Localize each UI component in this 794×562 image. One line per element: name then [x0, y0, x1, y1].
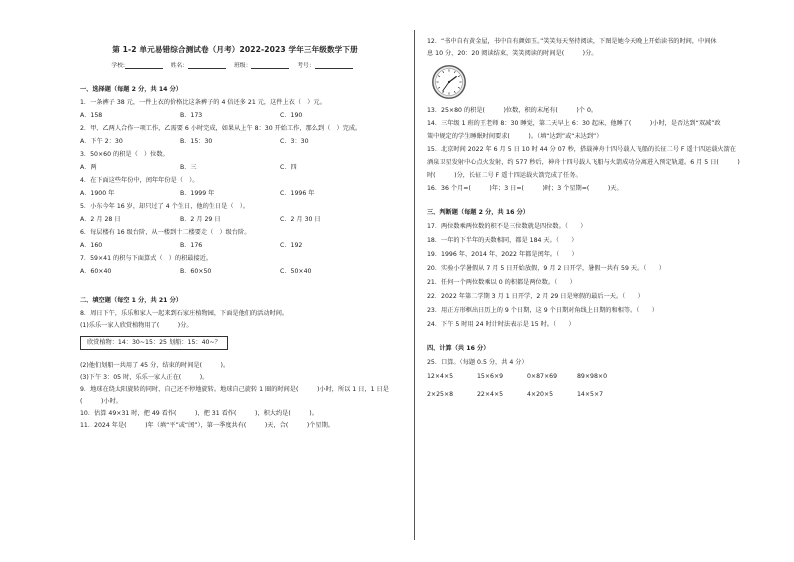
question-1-options [80, 112, 390, 120]
question-15-continued: 酒泉卫星发射中心点火发射，约 577 秒后，神舟十四号载人飞船与火箭成功分离进入预定轨道。6 月 5 日( ) [427, 159, 740, 166]
question-1: 1．一条裤子 38 元，一件上衣的价格比这条裤子的 4 倍还多 21 元，这件上衣（ ）元。 [80, 99, 326, 106]
left-column [80, 86, 390, 430]
option-a[interactable]: A．下午 2：30 [80, 138, 123, 145]
question-6: 6．每层楼有 16 级台阶，从一楼到十二楼要走（ ）级台阶。 [80, 229, 251, 236]
question-12-continued: 息 10 分，20：20 阅读结束，笑笑阅读的时间是( )分。 [427, 50, 598, 57]
right-column [427, 38, 762, 399]
exam-number-label: 考号： [297, 63, 315, 69]
option-b[interactable]: B．2 月 29 日 [180, 216, 221, 223]
option-a[interactable]: A．160 [80, 242, 103, 249]
question-13: 13．25×80 的积是( )位数，积的末尾有( )个 0。 [427, 107, 598, 114]
school-label: 学校: [111, 63, 125, 69]
activity-time-box: 欣赏植物：14：30~15：25 划船：15：40~？ [80, 336, 228, 350]
option-a[interactable]: A．158 [80, 112, 103, 119]
section-fill-heading: 二、填空题（每空 1 分，共 21 分） [80, 297, 182, 304]
calc-item: 2×25×8 [427, 391, 454, 398]
option-b[interactable]: B．1999 年 [180, 190, 215, 197]
option-b[interactable]: B．173 [180, 112, 203, 119]
question-23: 23．用正方形框出日历上的 9 个日期，这 9 个日期对角线上日期的和相等。（ ） [427, 307, 658, 314]
student-info-fields [80, 60, 390, 69]
question-18: 18．一年的下半年的天数相同，都是 184 天。（ ） [427, 237, 578, 244]
class-blank[interactable] [251, 62, 289, 69]
question-15: 15．北京时间 2022 年 6 月 5 日 10 时 44 分 07 秒，搭载神舟十四号载人飞船的长征二号 F 遥十四运载火箭在 [427, 146, 736, 153]
exam-number-blank[interactable] [315, 62, 353, 69]
calc-item: 89×98×0 [577, 373, 608, 380]
clock-icon [431, 64, 467, 100]
calc-row-2 [427, 391, 762, 399]
page-title: 第 1-2 单元易错综合测试卷（月考）2022-2023 学年三年级数学下册 [112, 45, 358, 54]
question-22: 22．2022 年第二学期 3 月 1 日开学，2 月 29 日是寒假的最后一天。（ ） [427, 293, 644, 300]
option-c[interactable]: C．1996 年 [280, 190, 315, 197]
question-8-part-2: (2)他们划船一共用了 45 分，结束的时间是( )。 [80, 362, 230, 369]
option-a[interactable]: A．1900 年 [80, 190, 115, 197]
column-divider [414, 30, 415, 540]
option-a[interactable]: A．2 月 28 日 [80, 216, 121, 223]
question-19: 19．1996 年、2014 年、2022 年都是闰年。（ ） [427, 251, 578, 258]
calc-item: 22×4×5 [477, 391, 504, 398]
question-5: 5．小东今年 16 岁，却只过了 4 个生日，他的生日是（ ）。 [80, 203, 250, 210]
calc-item: 14×5×7 [577, 391, 604, 398]
question-11: 11．2024 年是( )年（填“平”或“闰”），第一季度共有( )天，合( )个星期。 [80, 422, 334, 429]
calc-item: 0×87×69 [527, 373, 558, 380]
reading-clock [431, 64, 762, 103]
question-4-options [80, 190, 390, 198]
question-14-continued: 策中规定的学生睡眠时间要求( )。（填“达到”或“未达到”） [427, 133, 603, 140]
question-6-options [80, 242, 390, 250]
calc-row-1 [427, 373, 762, 381]
question-8: 8．周日下午，乐乐和家人一起来到石家庄植物园，下面是他们的活动时间。 [80, 310, 289, 317]
option-c[interactable]: C．2 月 30 日 [280, 216, 321, 223]
question-16: 16．36 个月=( )年；3 日=( )时；3 个星期=( )天。 [427, 185, 623, 192]
section-calc-heading: 四、计算（共 16 分） [427, 345, 490, 352]
question-7: 7．59×41 的积与下面算式（ ）的积最接近。 [80, 255, 213, 262]
option-c[interactable]: C．四 [280, 164, 297, 171]
name-label: 姓名： [170, 63, 189, 69]
name-blank[interactable] [188, 62, 226, 69]
question-10: 10．估算 49×31 时，把 49 看作( )，把 31 看作( )，积大约是( )。 [80, 410, 318, 417]
option-a[interactable]: A．60×40 [80, 268, 112, 275]
question-2-options [80, 138, 390, 146]
section-choice-heading: 一、选择题（每题 2 分，共 14 分） [80, 86, 182, 93]
question-21: 21．任何一个两位数乘以 0 的积都是两位数。（ ） [427, 279, 576, 286]
question-3: 3．50×60 的积是（ ）位数。 [80, 151, 169, 158]
question-14: 14．三年级 1 班的王老师 8：30 睡觉，第二天早上 6：30 起床，他睡了( )小时，是否达到“双减”政 [427, 120, 721, 127]
calc-item: 15×6×9 [477, 373, 504, 380]
question-2: 2．甲、乙两人合作一项工作，乙需要 6 小时完成，如果从上午 8：30 开始工作，那么到（ ）完成。 [80, 125, 362, 132]
option-b[interactable]: B．15：30 [180, 138, 213, 145]
option-c[interactable]: C．190 [280, 112, 303, 119]
option-b[interactable]: B．三 [180, 164, 197, 171]
question-24: 24．下午 5 时用 24 时计时法表示是 15 时。（ ） [427, 321, 575, 328]
question-3-options [80, 164, 390, 172]
option-c[interactable]: C．192 [280, 242, 303, 249]
class-label: 班级： [233, 63, 252, 69]
calc-item: 12×4×5 [427, 373, 454, 380]
question-15-end: 时( )分，长征二号 F 遥十四运载火箭完成了任务。 [427, 172, 582, 179]
question-9-continued: ( )小时。 [80, 398, 122, 405]
question-8-part-1: (1)乐乐一家人欣赏植物用了( )分。 [80, 322, 193, 329]
question-12: 12．“书中自有黄金屋，书中自有颜如玉。”笑笑每天坚持阅读，下图是她今天晚上开始读书的时间，中间休 [427, 38, 717, 45]
question-20: 20．实验小学暑假从 7 月 5 日开始放假，9 月 2 日开学，暑假一共有 59 天。（ ） [427, 265, 665, 272]
question-7-options [80, 268, 390, 276]
question-8-part-3: (3)下午 3：05 时，乐乐一家人正在( )。 [80, 374, 209, 381]
section-judge-heading: 三、判断题（每题 2 分，共 16 分） [427, 209, 529, 216]
option-c[interactable]: C．3：30 [280, 138, 309, 145]
question-4: 4．在下面这些年份中，闰年年份是（ ）。 [80, 177, 199, 184]
question-9: 9．地球在绕太阳旋转的同时，自己还不停地旋转。地球自己旋转 1 圈的时间是( )小时，所以 1 日，1 日是 [80, 386, 389, 393]
question-17: 17．两位数乘两位数的积不是三位数就是四位数。（ ） [427, 223, 587, 230]
option-b[interactable]: B．176 [180, 242, 203, 249]
option-c[interactable]: C．50×40 [280, 268, 312, 275]
option-b[interactable]: B．60×50 [180, 268, 212, 275]
calc-item: 4×20×5 [527, 391, 554, 398]
option-a[interactable]: A．两 [80, 164, 97, 171]
question-5-options [80, 216, 390, 224]
question-25: 25．口算。（每题 0.5 分，共 4 分） [427, 359, 528, 366]
school-blank[interactable] [125, 62, 163, 69]
